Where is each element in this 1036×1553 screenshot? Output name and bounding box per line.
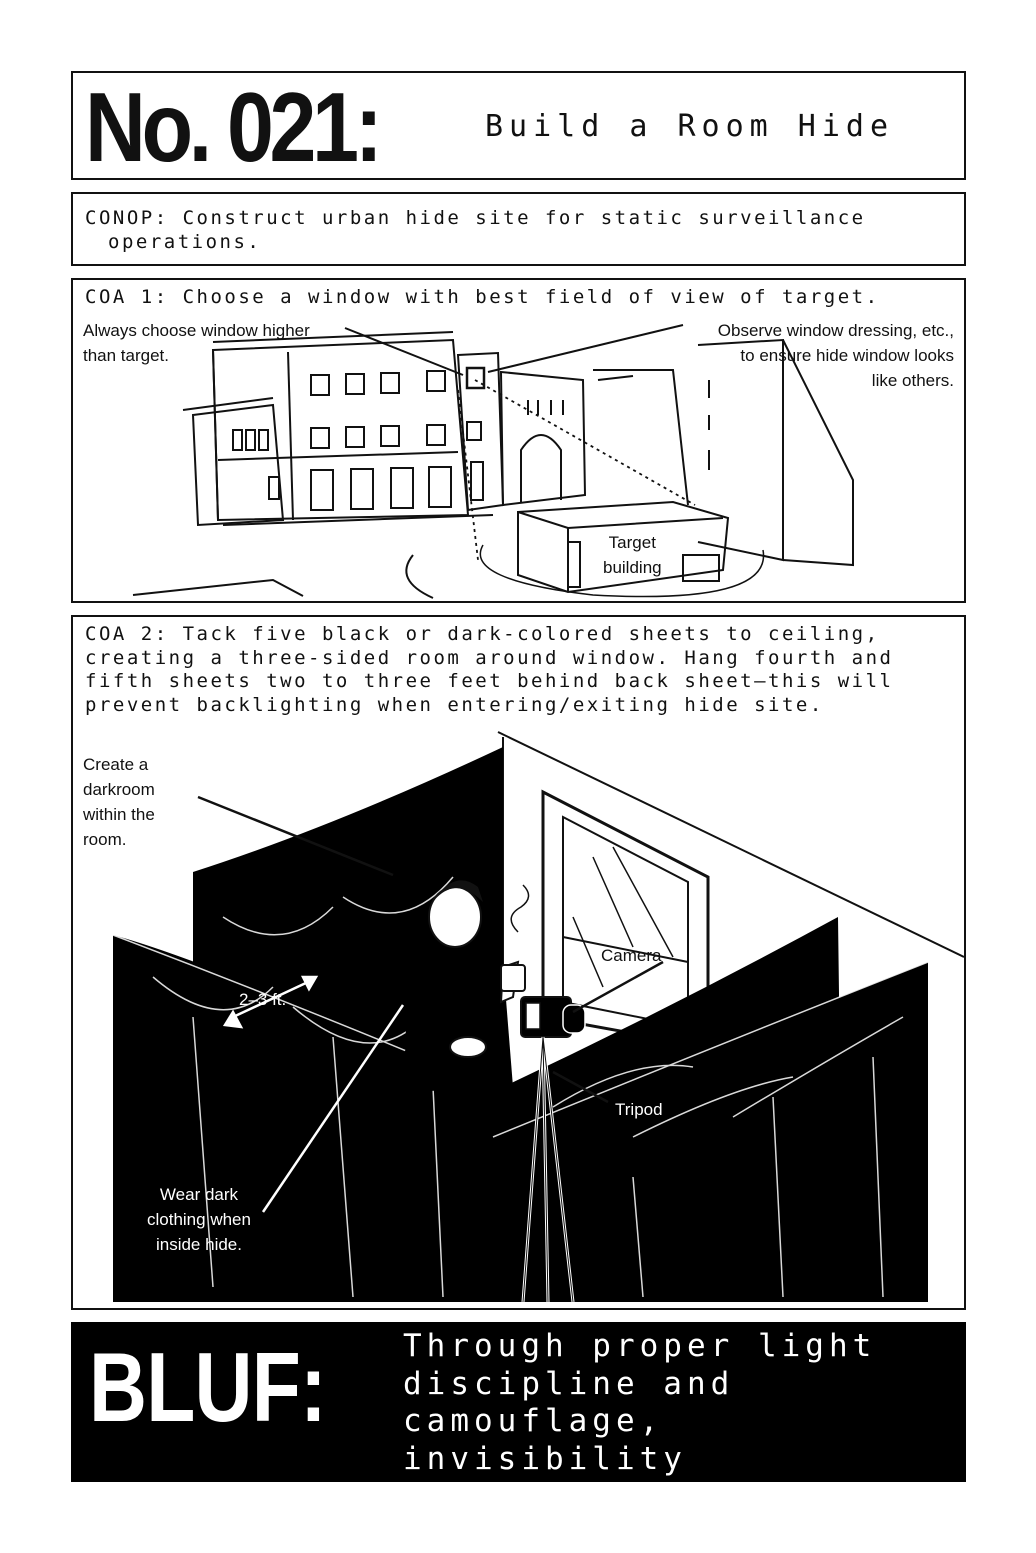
bluf-panel <box>71 1322 966 1514</box>
conop-text <box>85 206 945 254</box>
callout-window-higher: Always choose window higher than target. <box>83 321 310 365</box>
coa2-line: creating a three-sided room around window. Hang fourth and <box>85 646 894 669</box>
bluf-text: Through proper light discipline and camouflage, invisibility is achievable. <box>403 1328 877 1514</box>
coa1-panel <box>71 278 966 603</box>
coa1-text: COA 1: Choose a window with best field of view of target. <box>85 286 880 308</box>
callout-window-dressing: Observe window dressing, etc., to ensure hide window looks like others. <box>717 321 954 390</box>
page-title: Build a Room Hide <box>485 109 895 144</box>
conop-panel <box>71 192 966 266</box>
coa2-line: fifth sheets two to three feet behind back sheet—this will <box>85 670 894 692</box>
callout-tripod: Tripod <box>615 1100 663 1119</box>
coa2-panel <box>71 615 966 1310</box>
callout-target-building: Target building <box>603 533 662 577</box>
title-panel <box>71 71 966 180</box>
callout-darkroom: Create a darkroom within the room. <box>83 755 155 849</box>
coa2-line: prevent backlighting when entering/exiting hide site. <box>85 693 824 716</box>
conop-line-1: CONOP: Construct urban hide site for static surveillance <box>85 207 866 229</box>
title-number: No. 021: <box>85 72 379 182</box>
callout-distance: 2–3 ft. <box>239 990 287 1009</box>
conop-line-2: operations. <box>108 231 262 253</box>
coa2-line: COA 2: Tack five black or dark-colored sheets to ceiling, <box>85 623 880 645</box>
callout-camera: Camera <box>601 946 662 965</box>
callout-clothing: Wear dark clothing when inside hide. <box>147 1185 251 1254</box>
bluf-label: BLUF: <box>89 1332 326 1442</box>
